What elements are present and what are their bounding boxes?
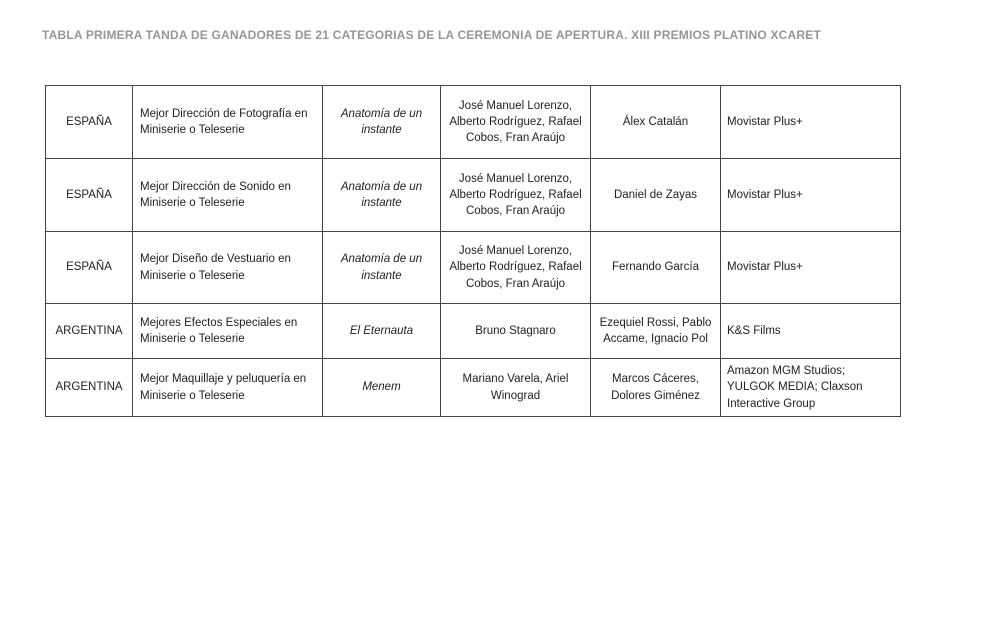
winners-table-body — [46, 86, 901, 417]
table-row — [46, 359, 901, 417]
cell-category: Mejor Dirección de Sonido en Miniserie o Teleserie — [133, 159, 323, 232]
cell-work-title: Anatomía de un instante — [323, 159, 441, 232]
cell-company: K&S Films — [721, 304, 901, 359]
cell-country: ARGENTINA — [46, 304, 133, 359]
cell-winner: Marcos Cáceres, Dolores Giménez — [591, 359, 721, 417]
cell-country: ESPAÑA — [46, 159, 133, 232]
cell-company: Amazon MGM Studios; YULGOK MEDIA; Claxson Interactive Group — [721, 359, 901, 417]
cell-winner: Fernando García — [591, 232, 721, 304]
cell-work-title: Menem — [323, 359, 441, 417]
winners-table — [45, 85, 901, 417]
cell-work-title: Anatomía de un instante — [323, 86, 441, 159]
cell-company: Movistar Plus+ — [721, 159, 901, 232]
cell-winner: Daniel de Zayas — [591, 159, 721, 232]
cell-category: Mejores Efectos Especiales en Miniserie o Teleserie — [133, 304, 323, 359]
cell-category: Mejor Maquillaje y peluquería en Miniserie o Teleserie — [133, 359, 323, 417]
page-title: TABLA PRIMERA TANDA DE GANADORES DE 21 CATEGORIAS DE LA CEREMONIA DE APERTURA. XIII PREMIOS PLATINO XCARET — [42, 28, 822, 42]
cell-country: ARGENTINA — [46, 359, 133, 417]
winners-table-container — [45, 85, 901, 417]
cell-company: Movistar Plus+ — [721, 232, 901, 304]
cell-work-title: Anatomía de un instante — [323, 232, 441, 304]
cell-winner: Ezequiel Rossi, Pablo Accame, Ignacio Pol — [591, 304, 721, 359]
table-row — [46, 159, 901, 232]
cell-credits: José Manuel Lorenzo, Alberto Rodríguez, Rafael Cobos, Fran Araújo — [441, 159, 591, 232]
table-row — [46, 304, 901, 359]
cell-country: ESPAÑA — [46, 86, 133, 159]
table-row — [46, 86, 901, 159]
cell-winner: Álex Catalán — [591, 86, 721, 159]
cell-credits: Mariano Varela, Ariel Winograd — [441, 359, 591, 417]
cell-credits: José Manuel Lorenzo, Alberto Rodríguez, Rafael Cobos, Fran Araújo — [441, 86, 591, 159]
cell-company: Movistar Plus+ — [721, 86, 901, 159]
cell-credits: Bruno Stagnaro — [441, 304, 591, 359]
cell-country: ESPAÑA — [46, 232, 133, 304]
cell-credits: José Manuel Lorenzo, Alberto Rodríguez, Rafael Cobos, Fran Araújo — [441, 232, 591, 304]
cell-work-title: El Eternauta — [323, 304, 441, 359]
cell-category: Mejor Dirección de Fotografía en Miniserie o Teleserie — [133, 86, 323, 159]
cell-category: Mejor Diseño de Vestuario en Miniserie o Teleserie — [133, 232, 323, 304]
table-row — [46, 232, 901, 304]
